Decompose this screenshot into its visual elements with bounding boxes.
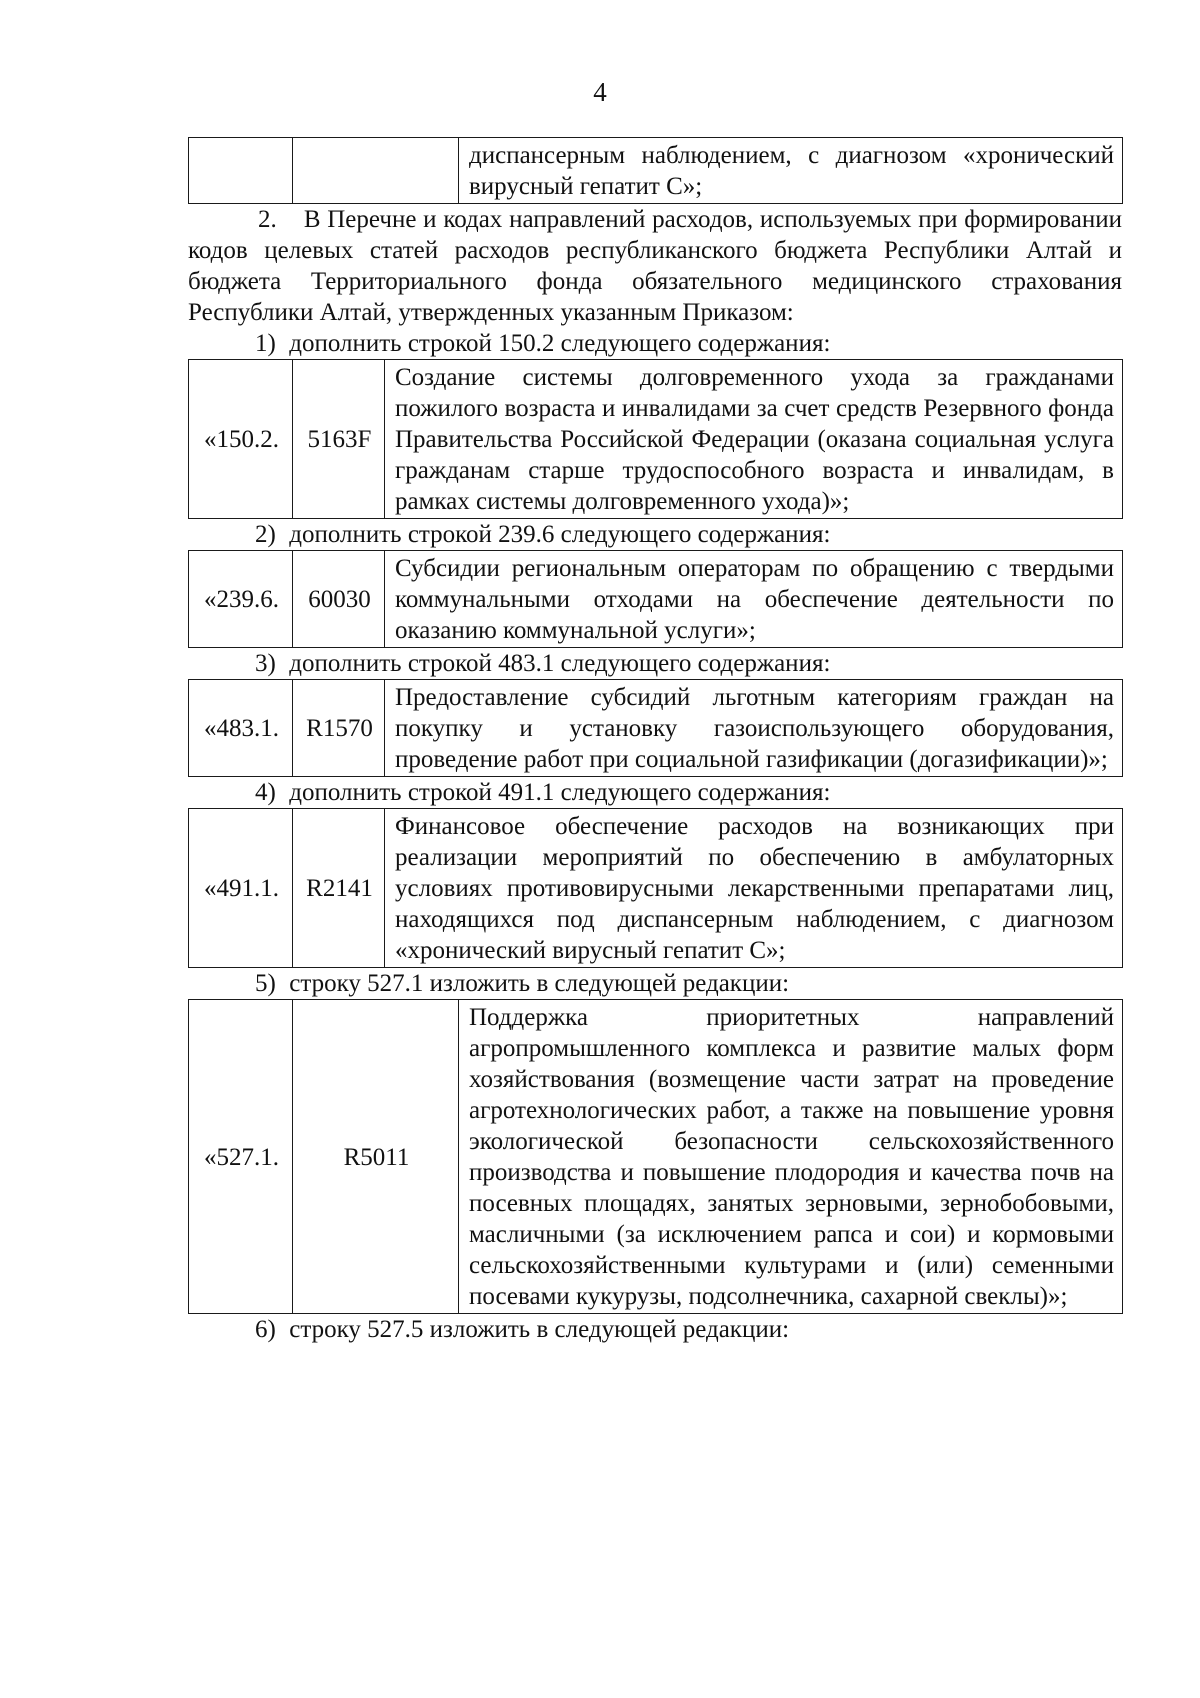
table-row [189,360,1123,519]
item-3-instruction: 3) дополнить строкой 483.1 следующего содержания: [255,650,831,677]
code-cell [189,138,293,204]
item-1-instruction: 1) дополнить строкой 150.2 следующего содержания: [255,330,831,357]
kbk-cell: R2141 [293,809,385,968]
table-row [189,138,1123,204]
code-cell: «239.6. [189,551,293,648]
kbk-cell: 5163F [293,360,385,519]
table-row [189,551,1123,648]
row-527-1-table [188,999,1123,1314]
page-number: 4 [593,77,607,107]
description-cell: Субсидии региональным операторам по обращению с твердыми коммунальными отходами на обеспечение деятельности по оказанию коммунальной услуги»; [385,551,1123,648]
description-cell: Предоставление субсидий льготным категориям граждан на покупку и установку газоиспользующего оборудования, проведение работ при социальной газификации (догазификации)»; [385,680,1123,777]
row-150-2-table [188,359,1123,519]
description-cell: Создание системы долговременного ухода за гражданами пожилого возраста и инвалидами за счет средств Резервного фонда Правительства Российской Федерации (оказана социальная услуга гражданам старше трудоспособного возраста и инвалидам, в рамках системы долговременного ухода)»; [385,360,1123,519]
description-cell: Поддержка приоритетных направлений агропромышленного комплекса и развитие малых форм хозяйствования (возмещение части затрат на проведение агротехнологических работ, а также на повышение уровня экологической безопасности сельскохозяйственного производства и повышение плодородия и качества почв на посевных площадях, занятых зерновыми, зернобобовыми, масличными (за исключением рапса и сои) и кормовыми сельскохозяйственными культурами и (или) семенными посевами кукурузы, подсолнечника, сахарной свеклы)»; [459,1000,1123,1314]
item-2-instruction: 2) дополнить строкой 239.6 следующего содержания: [255,521,831,548]
code-cell: «483.1. [189,680,293,777]
table-row [189,809,1123,968]
table-row [189,680,1123,777]
description-cell: Финансовое обеспечение расходов на возникающих при реализации мероприятий по обеспечению в амбулаторных условиях противовирусными лекарственными препаратами лиц, находящихся под диспансерным наблюдением, с диагнозом «хронический вирусный гепатит С»; [385,809,1123,968]
section-number: 2. [258,206,277,233]
table-row [189,1000,1123,1314]
item-6-instruction: 6) строку 527.5 изложить в следующей редакции: [255,1316,790,1343]
row-239-6-table [188,550,1123,648]
kbk-cell: 60030 [293,551,385,648]
document-body [188,137,1122,1345]
section-2-paragraph [188,204,1122,328]
kbk-cell: R1570 [293,680,385,777]
row-483-1-table [188,679,1123,777]
kbk-cell: R5011 [293,1000,459,1314]
row-491-1-table [188,808,1123,968]
item-4-instruction: 4) дополнить строкой 491.1 следующего содержания: [255,779,831,806]
item-5-instruction: 5) строку 527.1 изложить в следующей редакции: [255,970,790,997]
code-cell: «150.2. [189,360,293,519]
description-cell: диспансерным наблюдением, с диагнозом «хронический вирусный гепатит С»; [459,138,1123,204]
kbk-cell [293,138,459,204]
section-text: В Перечне и кодах направлений расходов, используемых при формировании кодов целевых статей расходов республиканского бюджета Республики Алтай и бюджета Территориального фонда обязательного медицинского страхования Республики Алтай, утвержденных указанным Приказом: [188,206,1123,326]
code-cell: «527.1. [189,1000,293,1314]
continued-table [188,137,1123,204]
code-cell: «491.1. [189,809,293,968]
